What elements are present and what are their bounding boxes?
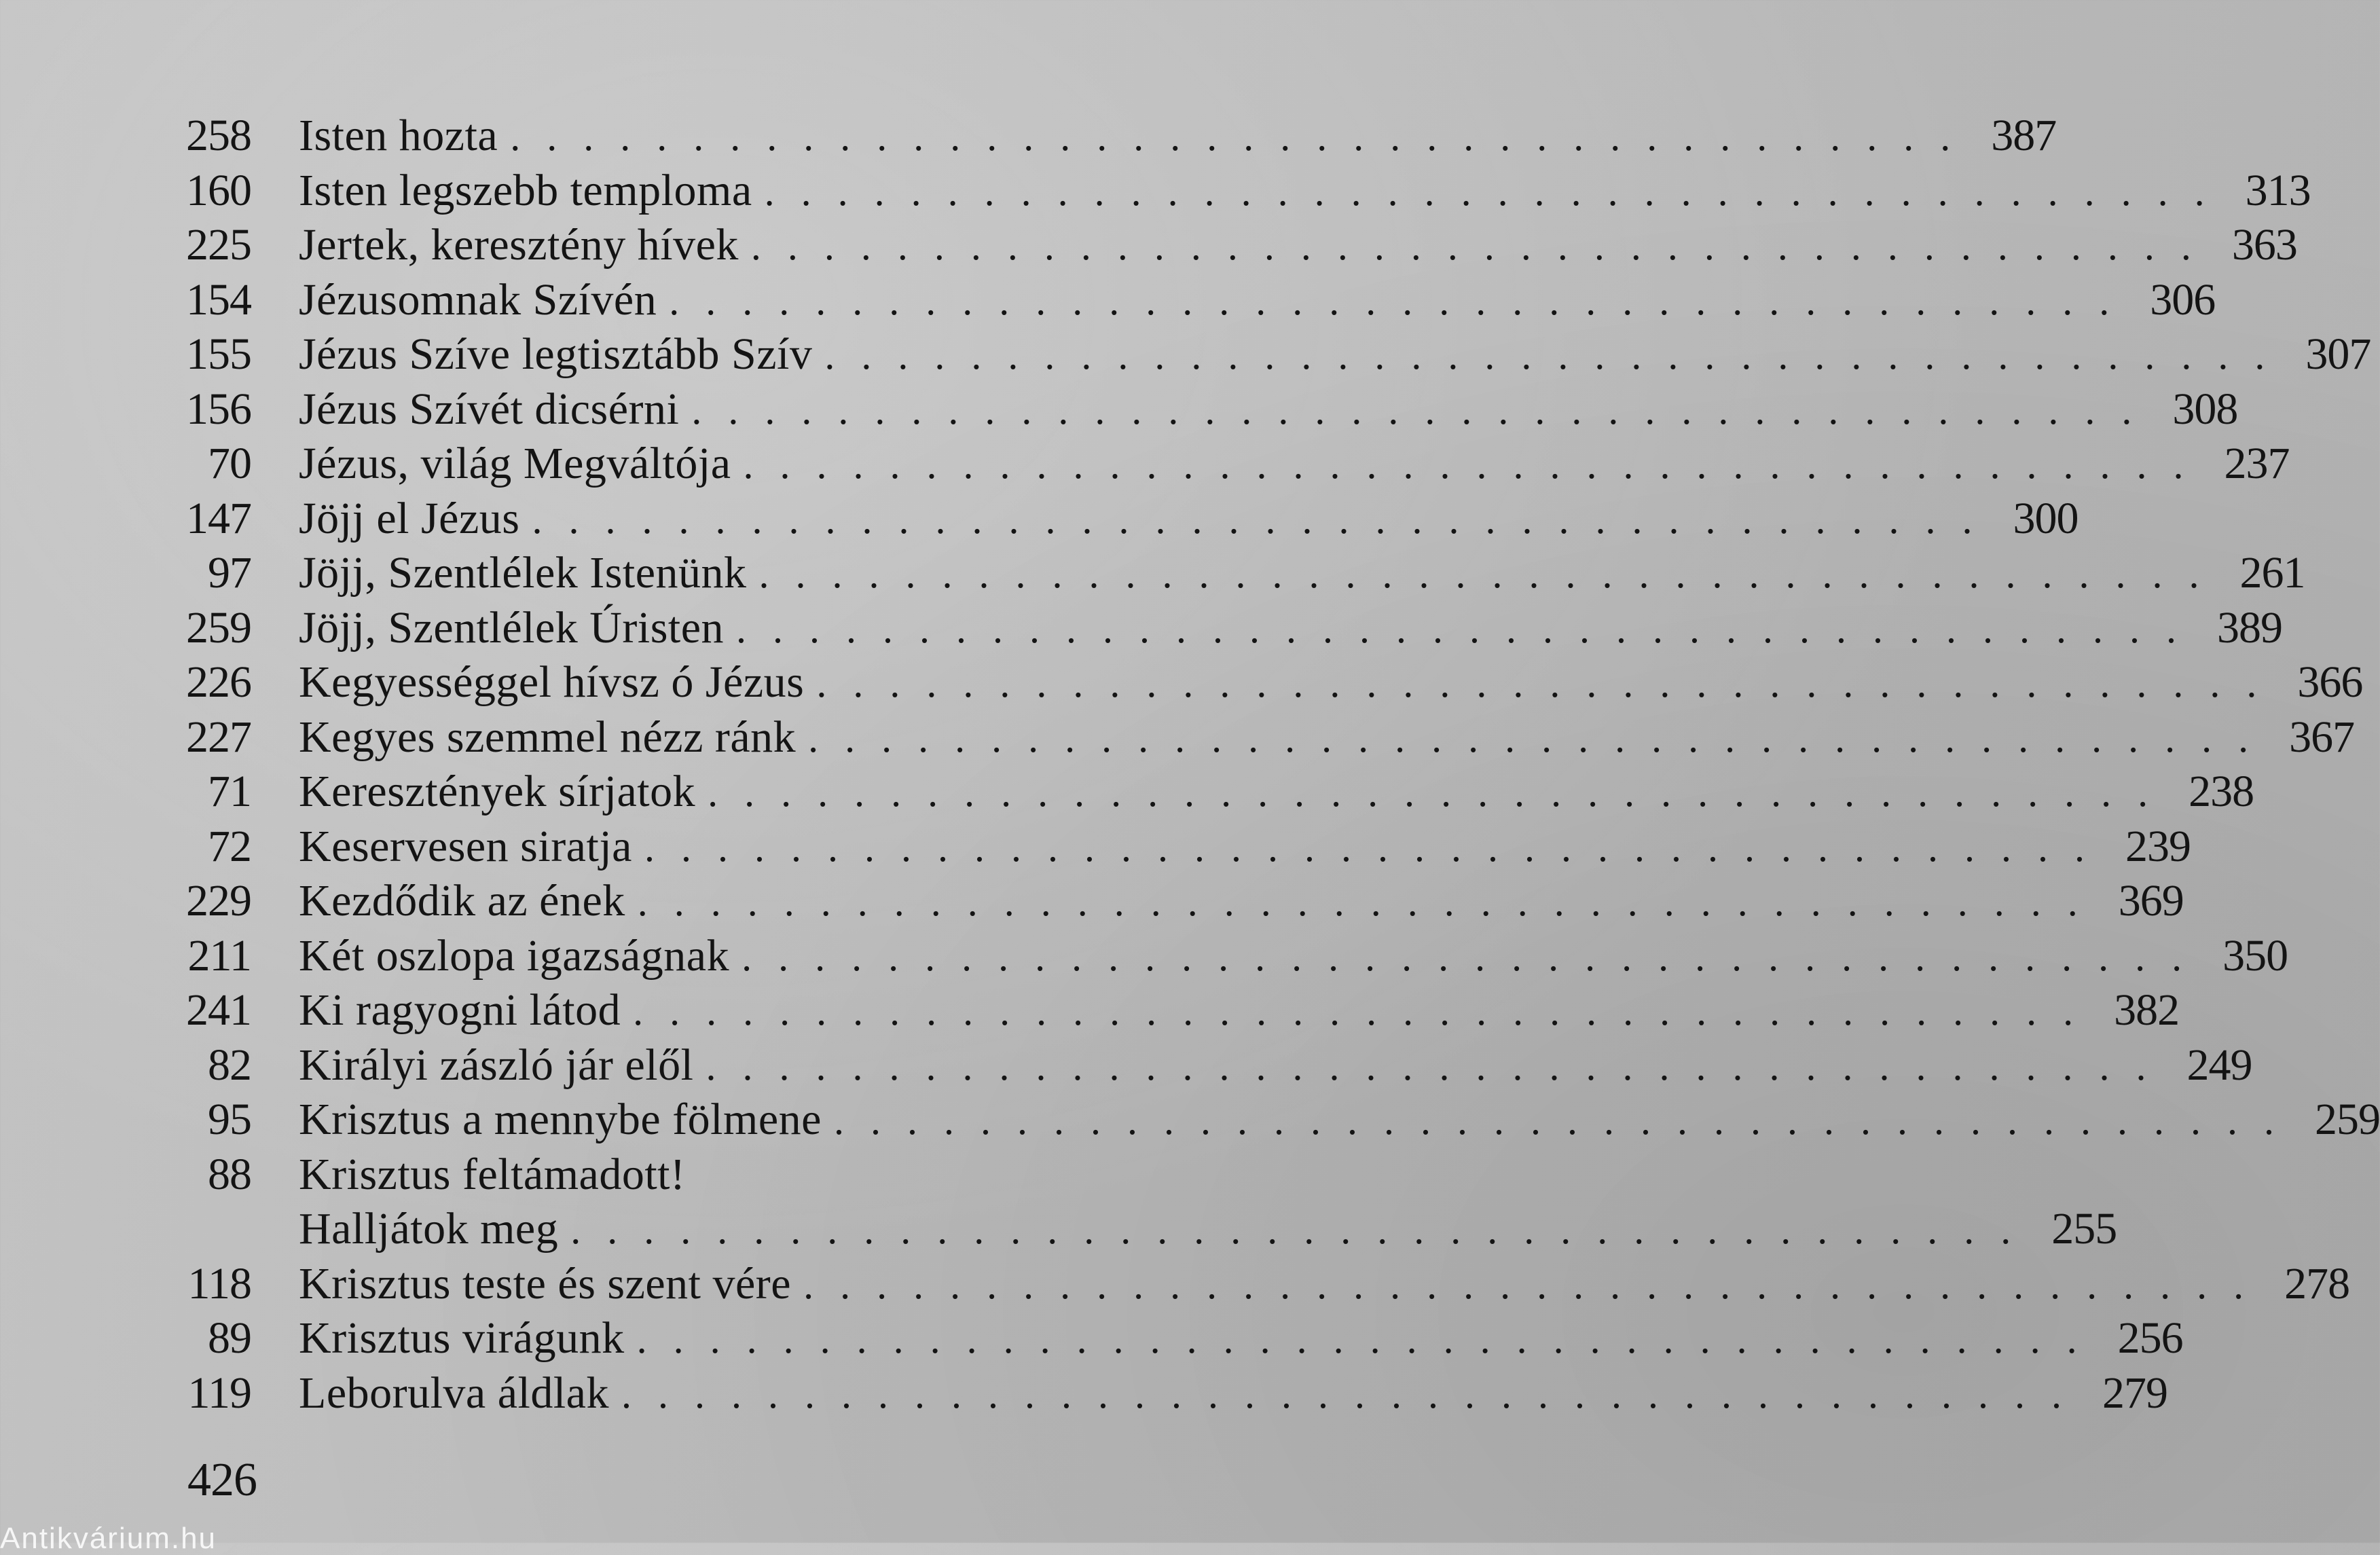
title-cell	[299, 382, 2149, 438]
dot-leader: . . . . . . . . . . . . . . . . . . . . . . . . . . . . . . . . . . . . . . . .	[742, 934, 2191, 979]
song-title: Halljátok meg	[299, 1204, 559, 1254]
song-number: 227	[186, 712, 251, 762]
song-title: Jöjj, Szentlélek Úristen	[299, 602, 725, 653]
title-cell	[299, 1202, 2028, 1258]
index-entry	[163, 765, 2254, 820]
index-entry	[163, 1257, 2350, 1312]
song-number: 97	[208, 548, 251, 598]
index-entry	[163, 1148, 1127, 1203]
song-number: 211	[187, 930, 251, 981]
page-reference: 382	[2114, 985, 2180, 1035]
page-reference: 366	[2297, 657, 2363, 707]
dot-leader: . . . . . . . . . . . . . . . . . . . . . . . . . . . . . . . . . . . . . . . .	[570, 1207, 2019, 1252]
title-cell	[299, 492, 1990, 547]
dot-leader: . . . . . . . . . . . . . . . . . . . . . . . . . . . . . . . . . . . . . . . .	[758, 551, 2208, 596]
page-reference: 308	[2172, 384, 2238, 434]
song-number: 229	[186, 876, 251, 926]
song-number: 118	[187, 1258, 251, 1309]
dot-leader: . . . . . . . . . . . . . . . . . . . . . . . . . . . . . . . . . . . . . . . .	[708, 770, 2157, 815]
song-title: Kegyes szemmel nézz ránk	[299, 712, 797, 762]
index-entry	[163, 382, 2238, 437]
page-number: 426	[187, 1454, 257, 1506]
title-cell	[299, 327, 2282, 383]
song-number: 119	[187, 1368, 251, 1418]
index-entry	[163, 1311, 2183, 1366]
title-cell	[299, 273, 2127, 329]
song-title: Keresztények sírjatok	[299, 767, 696, 816]
song-title: Krisztus feltámadott!	[299, 1149, 686, 1199]
watermark-text: Antikvárium.hu	[0, 1522, 217, 1555]
song-title: Jézus Szívét dicsérni	[299, 384, 680, 434]
page-reference: 249	[2186, 1040, 2252, 1090]
song-number: 82	[208, 1040, 251, 1090]
dot-leader: . . . . . . . . . . . . . . . . . . . . . . . . . . . . . . . . . . . . . . . .	[510, 114, 1959, 159]
song-number: 258	[186, 111, 251, 160]
index-entry	[163, 164, 2311, 219]
page-reference: 313	[2245, 165, 2311, 215]
dot-leader: . . . . . . . . . . . . . . . . . . . . . . . . . . . . . . . . . . . . . . . .	[532, 496, 1981, 542]
dot-leader: . . . . . . . . . . . . . . . . . . . . . . . . . . . . . . . . . . . . . . . .	[669, 278, 2118, 323]
dot-leader: . . . . . . . . . . . . . . . . . . . . . . . . . . . . . . . . . . . . . . . .	[633, 989, 2082, 1033]
index-entry	[163, 437, 2290, 492]
title-cell	[299, 765, 2165, 820]
dot-leader: . . . . . . . . . . . . . . . . . . . . . . . . . . . . . . . . . . . . . . . .	[637, 879, 2086, 924]
song-number: 156	[186, 384, 251, 434]
song-title: Isten legszebb temploma	[299, 165, 752, 215]
title-cell	[299, 546, 2217, 602]
page-reference: 239	[2125, 821, 2191, 871]
page-reference: 278	[2284, 1258, 2350, 1309]
page-reference: 350	[2222, 930, 2288, 981]
title-cell	[299, 655, 2274, 711]
page-reference: 389	[2217, 602, 2283, 653]
title-cell	[299, 109, 1968, 164]
title-cell	[299, 437, 2201, 492]
index-entry	[163, 546, 2305, 601]
song-title: Isten hozta	[299, 111, 498, 160]
dot-leader: . . . . . . . . . . . . . . . . . . . . . . . . . . . . . . . . . . . . . . . .	[736, 606, 2185, 651]
index-entry	[163, 929, 2288, 984]
dot-leader: . . . . . . . . . . . . . . . . . . . . . . . . . . . . . . . . . . . . . . . .	[743, 442, 2192, 487]
song-title: Krisztus teste és szent vére	[299, 1258, 792, 1309]
dot-leader: . . . . . . . . . . . . . . . . . . . . . . . . . . . . . . . . . . . . . . . .	[750, 223, 2199, 268]
title-cell	[299, 1366, 2079, 1422]
dot-leader: . . . . . . . . . . . . . . . . . . . . . . . . . . . . . . . . . . . . . . . .	[691, 387, 2140, 433]
title-cell	[299, 1311, 2095, 1367]
dot-leader: . . . . . . . . . . . . . . . . . . . . . . . . . . . . . . . . . . . . . . . .	[816, 661, 2265, 706]
song-number: 70	[208, 439, 251, 488]
title-cell	[299, 983, 2091, 1039]
dot-leader: . . . . . . . . . . . . . . . . . . . . . . . . . . . . . . . . . . . . . . . .	[706, 1043, 2155, 1088]
song-number: 95	[208, 1095, 251, 1144]
title-cell	[299, 820, 2102, 875]
page-reference: 300	[2013, 493, 2079, 543]
index-entry	[163, 601, 2283, 656]
page-reference: 259	[2314, 1095, 2380, 1144]
index-entry	[163, 1093, 2380, 1148]
song-title: Keservesen siratja	[299, 821, 632, 871]
song-number: 154	[186, 274, 251, 325]
song-title: Leborulva áldlak	[299, 1368, 609, 1418]
song-title: Krisztus virágunk	[299, 1313, 625, 1363]
index-entry	[163, 218, 2297, 273]
title-cell	[299, 1257, 2261, 1313]
song-index-list	[163, 109, 2380, 1421]
song-title: Két oszlopa igazságnak	[299, 930, 730, 981]
song-number: 241	[186, 985, 251, 1035]
index-entry	[163, 273, 2216, 328]
song-number: 225	[186, 220, 251, 270]
song-number: 259	[186, 602, 251, 653]
index-entry	[163, 109, 2057, 164]
title-cell	[299, 601, 2194, 657]
index-entry	[163, 1202, 2117, 1257]
index-entry	[163, 655, 2363, 710]
title-cell	[299, 1038, 2163, 1094]
page-reference: 363	[2231, 220, 2297, 270]
index-entry	[163, 820, 2191, 875]
title-cell	[299, 929, 2199, 985]
dot-leader: . . . . . . . . . . . . . . . . . . . . . . . . . . . . . . . . . . . . . . . .	[764, 168, 2213, 214]
page-reference: 367	[2289, 712, 2355, 762]
dot-leader: . . . . . . . . . . . . . . . . . . . . . . . . . . . . . . . . . . . . . . . .	[644, 824, 2093, 870]
song-number: 88	[208, 1149, 251, 1199]
song-title: Jertek, keresztény hívek	[299, 220, 739, 270]
song-number: 72	[208, 821, 251, 871]
song-title: Jöjj el Jézus	[299, 493, 520, 543]
song-title: Kezdődik az ének	[299, 876, 625, 926]
page-reference: 237	[2224, 439, 2290, 488]
dot-leader: . . . . . . . . . . . . . . . . . . . . . . . . . . . . . . . . . . . . . . . .	[636, 1317, 2085, 1361]
page-reference: 369	[2118, 876, 2184, 926]
dot-leader: . . . . . . . . . . . . . . . . . . . . . . . . . . . . . . . . . . . . . . . .	[824, 333, 2273, 378]
page-reference: 387	[1991, 111, 2057, 160]
page-reference: 255	[2051, 1204, 2117, 1254]
song-title: Jöjj, Szentlélek Istenünk	[299, 548, 747, 598]
song-number: 160	[186, 165, 251, 215]
song-number: 226	[186, 657, 251, 707]
index-entry	[163, 874, 2184, 929]
title-cell	[299, 710, 2266, 766]
song-title: Jézus, világ Megváltója	[299, 439, 731, 488]
dot-leader: . . . . . . . . . . . . . . . . . . . . . . . . . . . . . . . . . . . . . . . .	[621, 1371, 2070, 1416]
song-title: Kegyességgel hívsz ó Jézus	[299, 657, 805, 707]
title-cell	[299, 1093, 2292, 1148]
dot-leader: . . . . . . . . . . . . . . . . . . . . . . . . . . . . . . . . . . . . . . . .	[803, 1262, 2252, 1307]
page-reference: 261	[2239, 548, 2305, 598]
page-reference: 256	[2117, 1313, 2183, 1363]
page-reference: 307	[2305, 329, 2371, 379]
song-title: Ki ragyogni látod	[299, 985, 621, 1035]
song-number: 71	[208, 767, 251, 816]
index-entry	[163, 327, 2371, 382]
song-number: 155	[186, 329, 251, 379]
title-cell	[299, 218, 2209, 274]
song-title: Krisztus a mennybe fölmene	[299, 1095, 822, 1144]
song-title: Királyi zászló jár elől	[299, 1040, 694, 1090]
index-entry	[163, 710, 2355, 765]
page-reference: 279	[2102, 1368, 2167, 1418]
title-cell	[299, 1148, 1039, 1203]
index-entry	[163, 1366, 2167, 1421]
dot-leader: . . . . . . . . . . . . . . . . . . . . . . . . . . . . . . . . . . . . . . . .	[808, 715, 2257, 761]
song-title: Jézus Szíve legtisztább Szív	[299, 329, 813, 379]
song-title: Jézusomnak Szívén	[299, 274, 657, 325]
page-reference: 306	[2150, 274, 2216, 325]
dot-leader: . . . . . . . . . . . . . . . . . . . . . . . . . . . . . . . . . . . . . . . .	[833, 1098, 2282, 1143]
song-number: 89	[208, 1313, 251, 1363]
title-cell	[299, 164, 2222, 219]
index-entry	[163, 492, 2079, 547]
index-entry	[163, 1038, 2252, 1093]
song-number: 147	[186, 493, 251, 543]
page-reference: 238	[2189, 767, 2254, 816]
index-entry	[163, 983, 2180, 1038]
title-cell	[299, 874, 2095, 930]
